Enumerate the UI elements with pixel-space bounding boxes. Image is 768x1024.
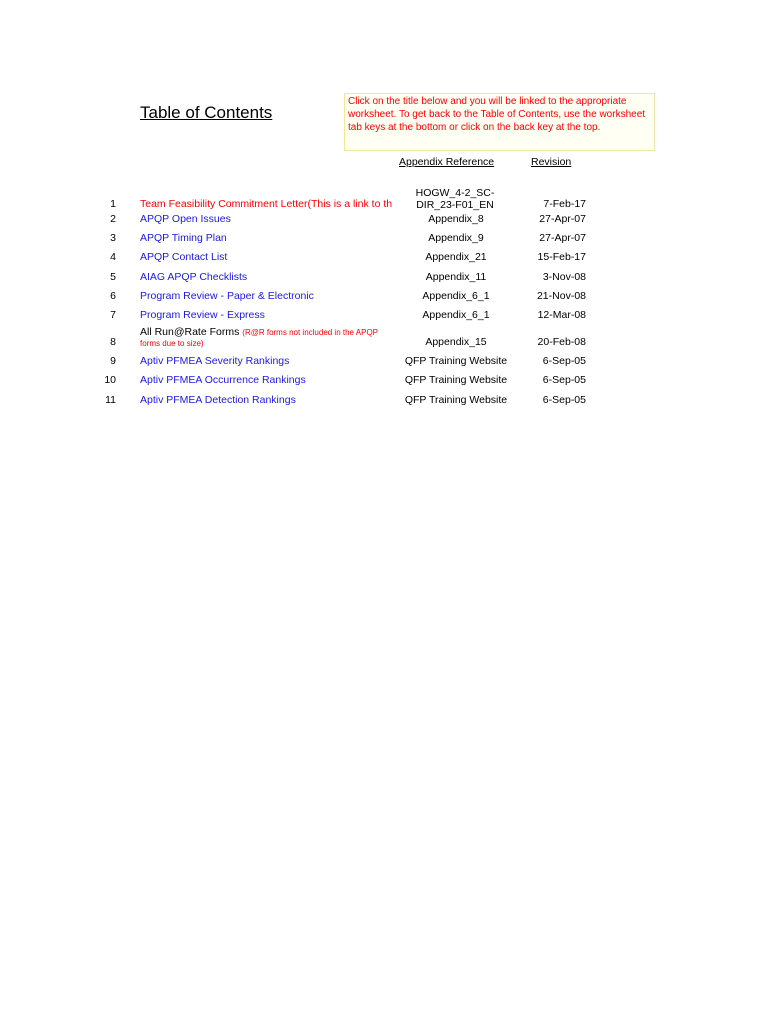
table-row bbox=[0, 265, 768, 284]
row-reference: HOGW_4-2_SC-DIR_23-F01_EN bbox=[415, 187, 495, 211]
row-reference: QFP Training Website bbox=[404, 374, 508, 386]
row-number: 3 bbox=[110, 232, 116, 244]
row-number: 9 bbox=[110, 355, 116, 367]
table-row bbox=[0, 368, 768, 387]
toc-link-apqp-open-issues[interactable]: APQP Open Issues bbox=[140, 213, 231, 225]
header-appendix-reference: Appendix Reference bbox=[399, 156, 495, 168]
run-at-rate-note: (R@R forms not included in the APQP forms due to size) bbox=[140, 328, 378, 348]
row-reference: Appendix_6_1 bbox=[422, 290, 490, 302]
row-revision: 15-Feb-17 bbox=[537, 251, 586, 263]
page-title: Table of Contents bbox=[140, 103, 273, 122]
row-number: 2 bbox=[110, 213, 116, 225]
row-revision: 3-Nov-08 bbox=[542, 271, 586, 283]
row-number: 4 bbox=[110, 251, 116, 263]
table-row bbox=[0, 245, 768, 264]
table-row bbox=[0, 349, 768, 368]
row-revision: 6-Sep-05 bbox=[542, 355, 586, 367]
table-row bbox=[0, 284, 768, 303]
toc-link-pfmea-severity[interactable]: Aptiv PFMEA Severity Rankings bbox=[140, 355, 290, 367]
row-reference: Appendix_6_1 bbox=[422, 309, 490, 321]
toc-link-team-feasibility[interactable]: Team Feasibility Commitment Letter(This is a link to th bbox=[140, 198, 393, 210]
toc-link-aiag-apqp-checklists[interactable]: AIAG APQP Checklists bbox=[140, 271, 248, 283]
row-number: 10 bbox=[104, 374, 116, 386]
toc-link-apqp-contact-list[interactable]: APQP Contact List bbox=[140, 251, 228, 263]
row-revision: 12-Mar-08 bbox=[537, 309, 586, 321]
row-reference: QFP Training Website bbox=[404, 355, 508, 367]
row-revision: 6-Sep-05 bbox=[542, 394, 586, 406]
row-number: 5 bbox=[110, 271, 116, 283]
row-reference: Appendix_8 bbox=[428, 213, 484, 225]
toc-link-program-review-express[interactable]: Program Review - Express bbox=[140, 309, 265, 321]
row-number: 11 bbox=[105, 394, 116, 406]
row-revision: 27-Apr-07 bbox=[539, 213, 586, 225]
table-row bbox=[0, 303, 768, 322]
row-revision: 6-Sep-05 bbox=[542, 374, 586, 386]
row-reference: Appendix_11 bbox=[425, 271, 487, 283]
row-number: 8 bbox=[110, 336, 116, 348]
row-reference: QFP Training Website bbox=[404, 394, 508, 406]
row-reference: Appendix_9 bbox=[428, 232, 484, 244]
toc-link-pfmea-detection[interactable]: Aptiv PFMEA Detection Rankings bbox=[140, 394, 296, 406]
row-number: 7 bbox=[110, 309, 116, 321]
row-reference: Appendix_21 bbox=[425, 251, 487, 263]
table-row bbox=[0, 388, 768, 407]
toc-link-apqp-timing-plan[interactable]: APQP Timing Plan bbox=[140, 232, 227, 244]
table-row bbox=[0, 207, 768, 226]
toc-link-pfmea-occurrence[interactable]: Aptiv PFMEA Occurrence Rankings bbox=[140, 374, 306, 386]
row-number: 1 bbox=[110, 198, 116, 210]
run-at-rate-title: All Run@Rate Forms bbox=[140, 327, 240, 338]
toc-link-run-at-rate-forms[interactable] bbox=[140, 327, 380, 349]
row-reference: Appendix_15 bbox=[425, 336, 487, 348]
row-revision: 20-Feb-08 bbox=[537, 336, 586, 348]
row-revision: 7-Feb-17 bbox=[543, 198, 586, 210]
table-row bbox=[0, 327, 768, 349]
row-revision: 27-Apr-07 bbox=[539, 232, 586, 244]
toc-link-program-review-paper-electronic[interactable]: Program Review - Paper & Electronic bbox=[140, 290, 314, 302]
row-revision: 21-Nov-08 bbox=[536, 290, 586, 302]
header-revision: Revision bbox=[531, 156, 572, 168]
instruction-note: Click on the title below and you will be linked to the appropriate worksheet. To get back to the Table of Contents, use the worksheet tab keys at the bottom or click on the back key at the top. bbox=[344, 93, 655, 151]
row-number: 6 bbox=[110, 290, 116, 302]
table-row bbox=[0, 226, 768, 245]
